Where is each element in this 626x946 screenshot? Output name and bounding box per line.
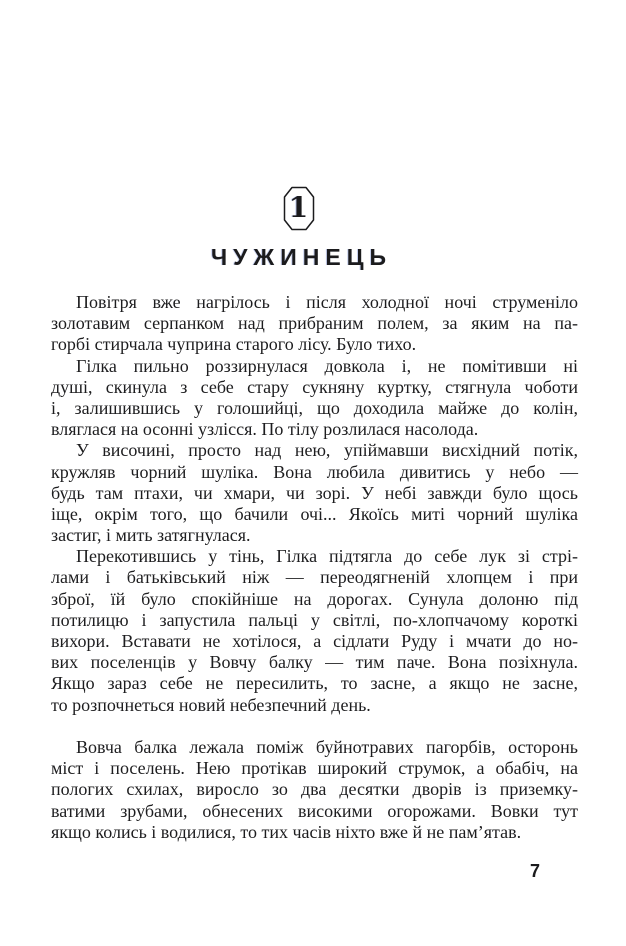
chapter-number-badge — [283, 186, 315, 231]
text-line: Гілка пильно роззирнулася довкола і, не помітивши ні — [76, 355, 578, 376]
paragraph — [51, 737, 578, 843]
text-line: горбі стирчала чуприна старого лісу. Було тихо. — [51, 334, 417, 355]
text-line: зброї, їй було спокійніше на дорогах. Сунула долоню під — [51, 588, 578, 609]
text-line: Якщо зараз себе не пересилить, то засне, а якщо не засне, — [51, 673, 578, 694]
text-line: душі, скинула з себе стару сукняну куртку, стягнула чоботи — [51, 376, 578, 397]
text-line: золотавим серпанком над прибраним полем, за яким на па- — [51, 313, 578, 334]
paragraph — [51, 440, 578, 546]
body-text — [51, 292, 578, 843]
text-line: ватими зрубами, обнесених високими огорожами. Вовки тут — [51, 800, 578, 821]
text-line: кружляв чорний шуліка. Вона любила дивитись у небо — — [51, 461, 578, 482]
chapter-title: ЧУЖИНЕЦЬ — [210, 244, 393, 270]
text-line: лами і батьківський ніж — переодягненій хлопцем і при — [51, 567, 578, 588]
section-break — [51, 716, 578, 737]
text-line: застиг, і мить затягнулася. — [51, 525, 251, 546]
text-line: і, залишившись у голошийці, що доходила майже до колін, — [51, 397, 578, 418]
paragraph — [51, 356, 578, 441]
text-line: то розпочнеться новий небезпечний день. — [51, 694, 371, 715]
text-line: будь там птахи, чи хмари, чи зорі. У небі завжди було щось — [51, 482, 578, 503]
text-line: якщо колись і водилися, то тих часів ніхто вже й не пам’ятав. — [51, 821, 522, 842]
paragraph — [51, 546, 578, 716]
text-line: вих поселенців у Вовчу балку — тим паче. Вона позіхнула. — [51, 652, 578, 673]
text-line: іще, окрім того, що бачили очі... Якоїсь миті чорний шуліка — [51, 503, 578, 524]
chapter-number: 1 — [288, 191, 309, 224]
text-line: потилицю і запустила пальці у світлі, по-хлопчачому короткі — [51, 609, 578, 630]
paragraph — [51, 292, 578, 356]
text-line: пологих схилах, виросло зо два десятки дворів із приземку- — [51, 779, 578, 800]
page-number: 7 — [530, 861, 541, 881]
text-line: Повітря вже нагрілось і після холодної ночі струменіло — [76, 292, 578, 312]
text-line: Вовча балка лежала поміж буйнотравих пагорбів, осторонь — [76, 736, 578, 757]
text-line: У височині, просто над нею, упіймавши висхідний потік, — [76, 440, 578, 461]
text-line: Перекотившись у тінь, Гілка підтягла до себе лук зі стрі- — [76, 546, 578, 567]
chapter-header — [35, 186, 562, 271]
text-line: міст і поселень. Нею протікав широкий струмок, а обабіч, на — [51, 758, 578, 779]
text-line: вляглася на осонні узлісся. По тілу розлилася насолода. — [51, 419, 479, 440]
text-line: вихори. Вставати не хотілося, а сідлати Руду і мчати до но- — [51, 631, 578, 651]
